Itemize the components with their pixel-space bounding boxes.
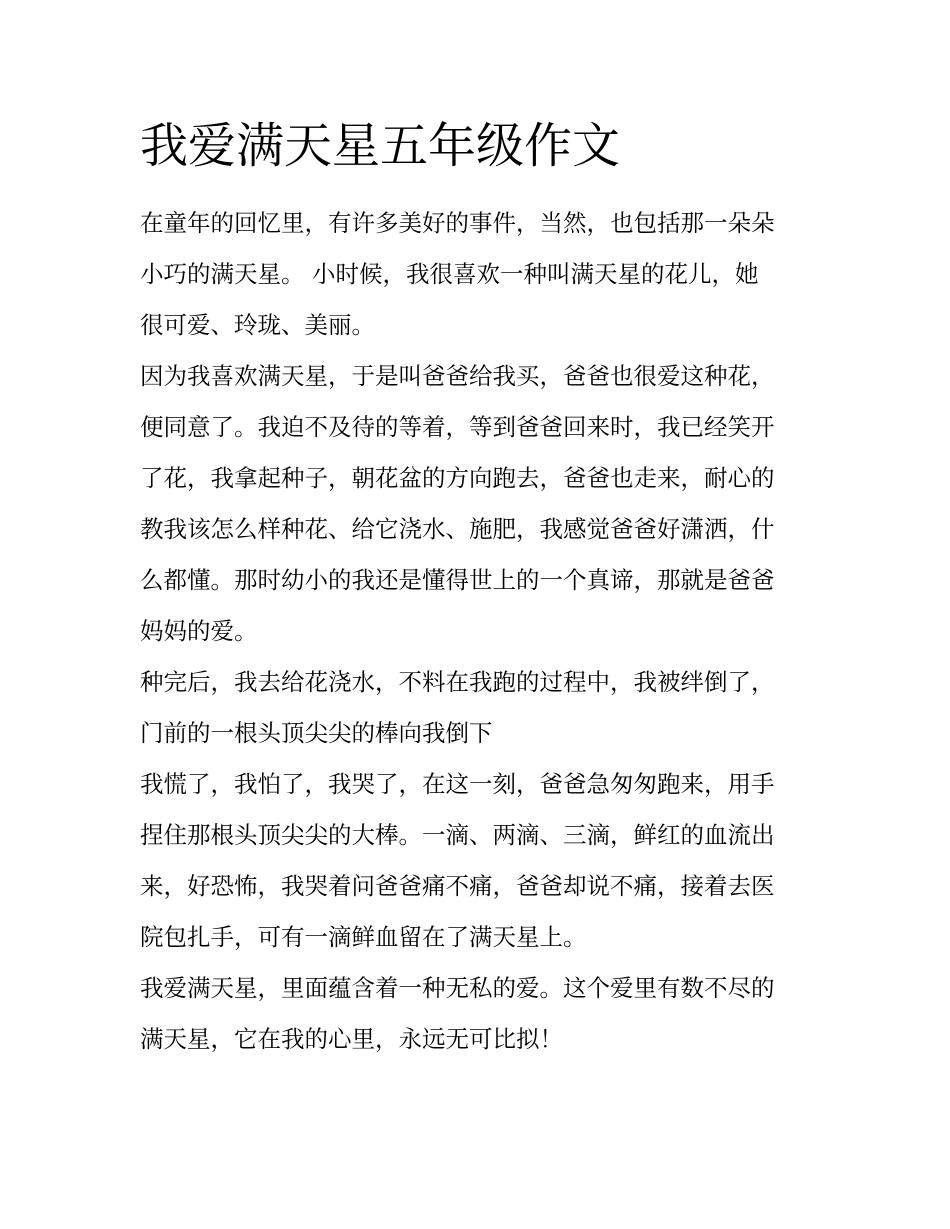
text-line: 捏住那根头顶尖尖的大棒。一滴、两滴、三滴，鲜红的血流出 [140,821,775,849]
text-line: 便同意了。我迫不及待的等着，等到爸爸回来时，我已经笑开 [140,413,775,441]
text-line: 在童年的回忆里，有许多美好的事件，当然，也包括那一朵朵 [140,209,775,237]
text-line: 门前的一根头顶尖尖的棒向我倒下 [140,719,493,747]
text-line: 妈妈的爱。 [140,617,258,645]
text-line: 种完后，我去给花浇水，不料在我跑的过程中，我被绊倒了， [140,668,775,696]
text-line: 了花，我拿起种子，朝花盆的方向跑去，爸爸也走来，耐心的 [140,464,775,492]
text-line: 来，好恐怖，我哭着问爸爸痛不痛，爸爸却说不痛，接着去医 [140,872,775,900]
essay-title: 我爱满天星五年级作文 [140,118,621,174]
essay-body [140,198,840,1065]
text-line: 小巧的满天星。 小时候，我很喜欢一种叫满天星的花儿，她 [140,260,759,288]
text-line: 我爱满天星，里面蕴含着一种无私的爱。这个爱里有数不尽的 [140,974,775,1002]
text-line: 很可爱、玲珑、美丽。 [140,311,375,339]
text-line: 我慌了，我怕了，我哭了，在这一刻，爸爸急匆匆跑来，用手 [140,770,775,798]
text-line: 么都懂。那时幼小的我还是懂得世上的一个真谛，那就是爸爸 [140,566,775,594]
text-line: 院包扎手，可有一滴鲜血留在了满天星上。 [140,923,587,951]
text-line: 因为我喜欢满天星，于是叫爸爸给我买，爸爸也很爱这种花， [140,362,775,390]
text-line: 教我该怎么样种花、给它浇水、施肥，我感觉爸爸好潇洒，什 [140,515,775,543]
text-line: 满天星，它在我的心里，永远无可比拟！ [140,1025,563,1053]
